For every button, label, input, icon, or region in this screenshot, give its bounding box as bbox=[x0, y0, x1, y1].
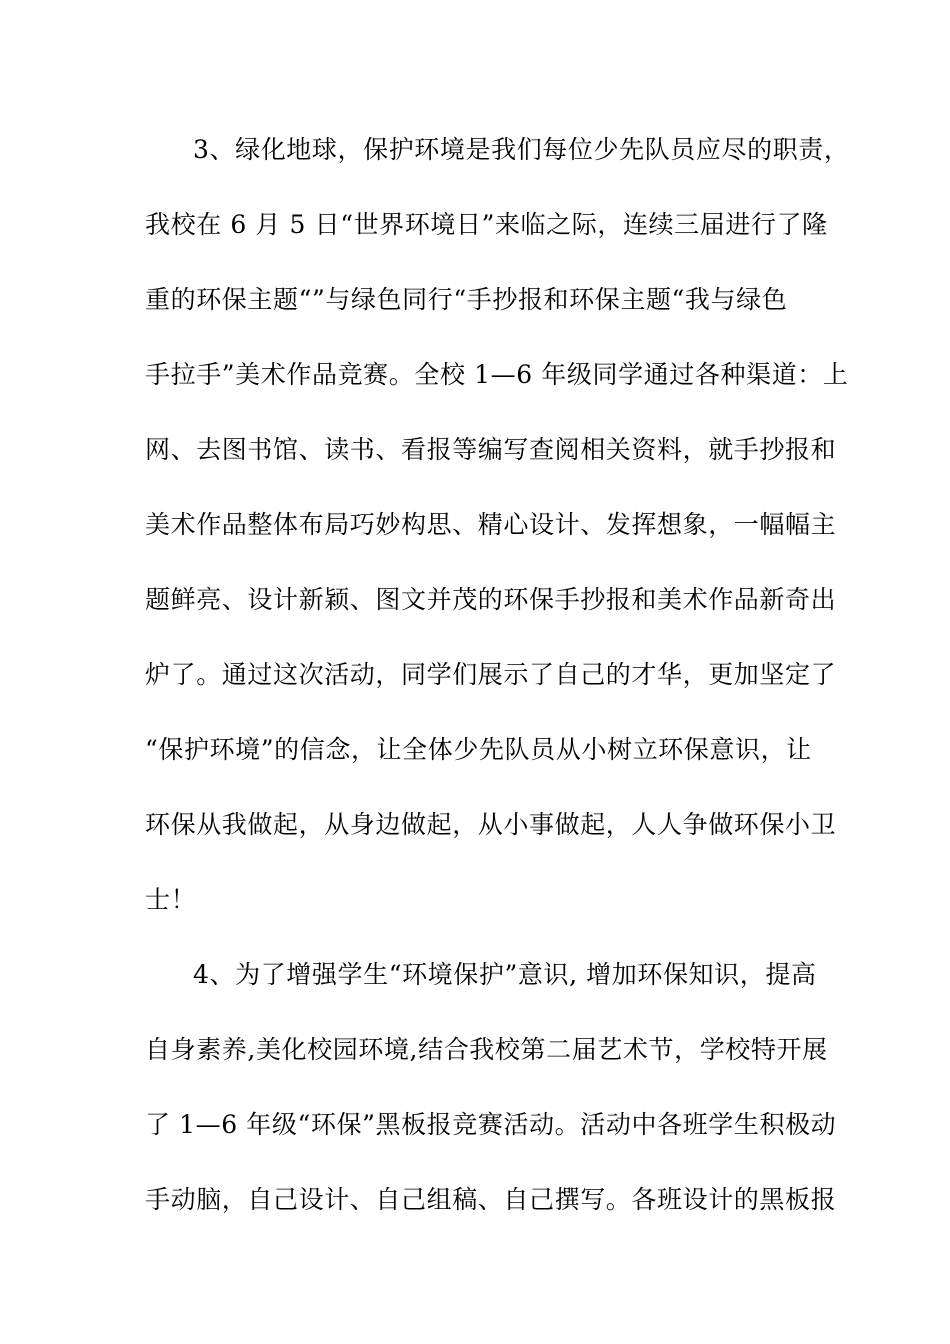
text-line: 自身素养,美化校园环境,结合我校第二届艺术节，学校特开展 bbox=[145, 1035, 828, 1064]
text-line: 士！ bbox=[145, 885, 197, 914]
text-line: 3、绿化地球，保护环境是我们每位少先队员应尽的职责， bbox=[193, 135, 850, 164]
text-line: 环保从我做起，从身边做起，从小事做起，人人争做环保小卫 bbox=[145, 810, 837, 839]
text-line: 美术作品整体布局巧妙构思、精心设计、发挥想象，一幅幅主 bbox=[145, 510, 837, 539]
text-line: 手拉手”美术作品竞赛。全校 1—6 年级同学通过各种渠道：上 bbox=[145, 360, 849, 389]
text-line: 重的环保主题“”与绿色同行“手抄报和环保主题“我与绿色 bbox=[145, 285, 788, 314]
text-line: 了 1—6 年级“环保”黑板报竞赛活动。活动中各班学生积极动 bbox=[145, 1110, 837, 1139]
text-line: 4、为了增强学生“环境保护”意识, 增加环保知识，提高 bbox=[193, 960, 817, 989]
text-line: 我校在 6 月 5 日“世界环境日”来临之际，连续三届进行了隆 bbox=[145, 210, 828, 239]
text-line: “保护环境”的信念，让全体少先队员从小树立环保意识，让 bbox=[145, 735, 812, 764]
text-line: 手动脑，自己设计、自己组稿、自己撰写。各班设计的黑板报 bbox=[145, 1185, 837, 1214]
text-line: 网、去图书馆、读书、看报等编写查阅相关资料，就手抄报和 bbox=[145, 435, 837, 464]
text-line: 炉了。通过这次活动，同学们展示了自己的才华，更加坚定了 bbox=[145, 660, 837, 689]
text-line: 题鲜亮、设计新颖、图文并茂的环保手抄报和美术作品新奇出 bbox=[145, 585, 837, 614]
